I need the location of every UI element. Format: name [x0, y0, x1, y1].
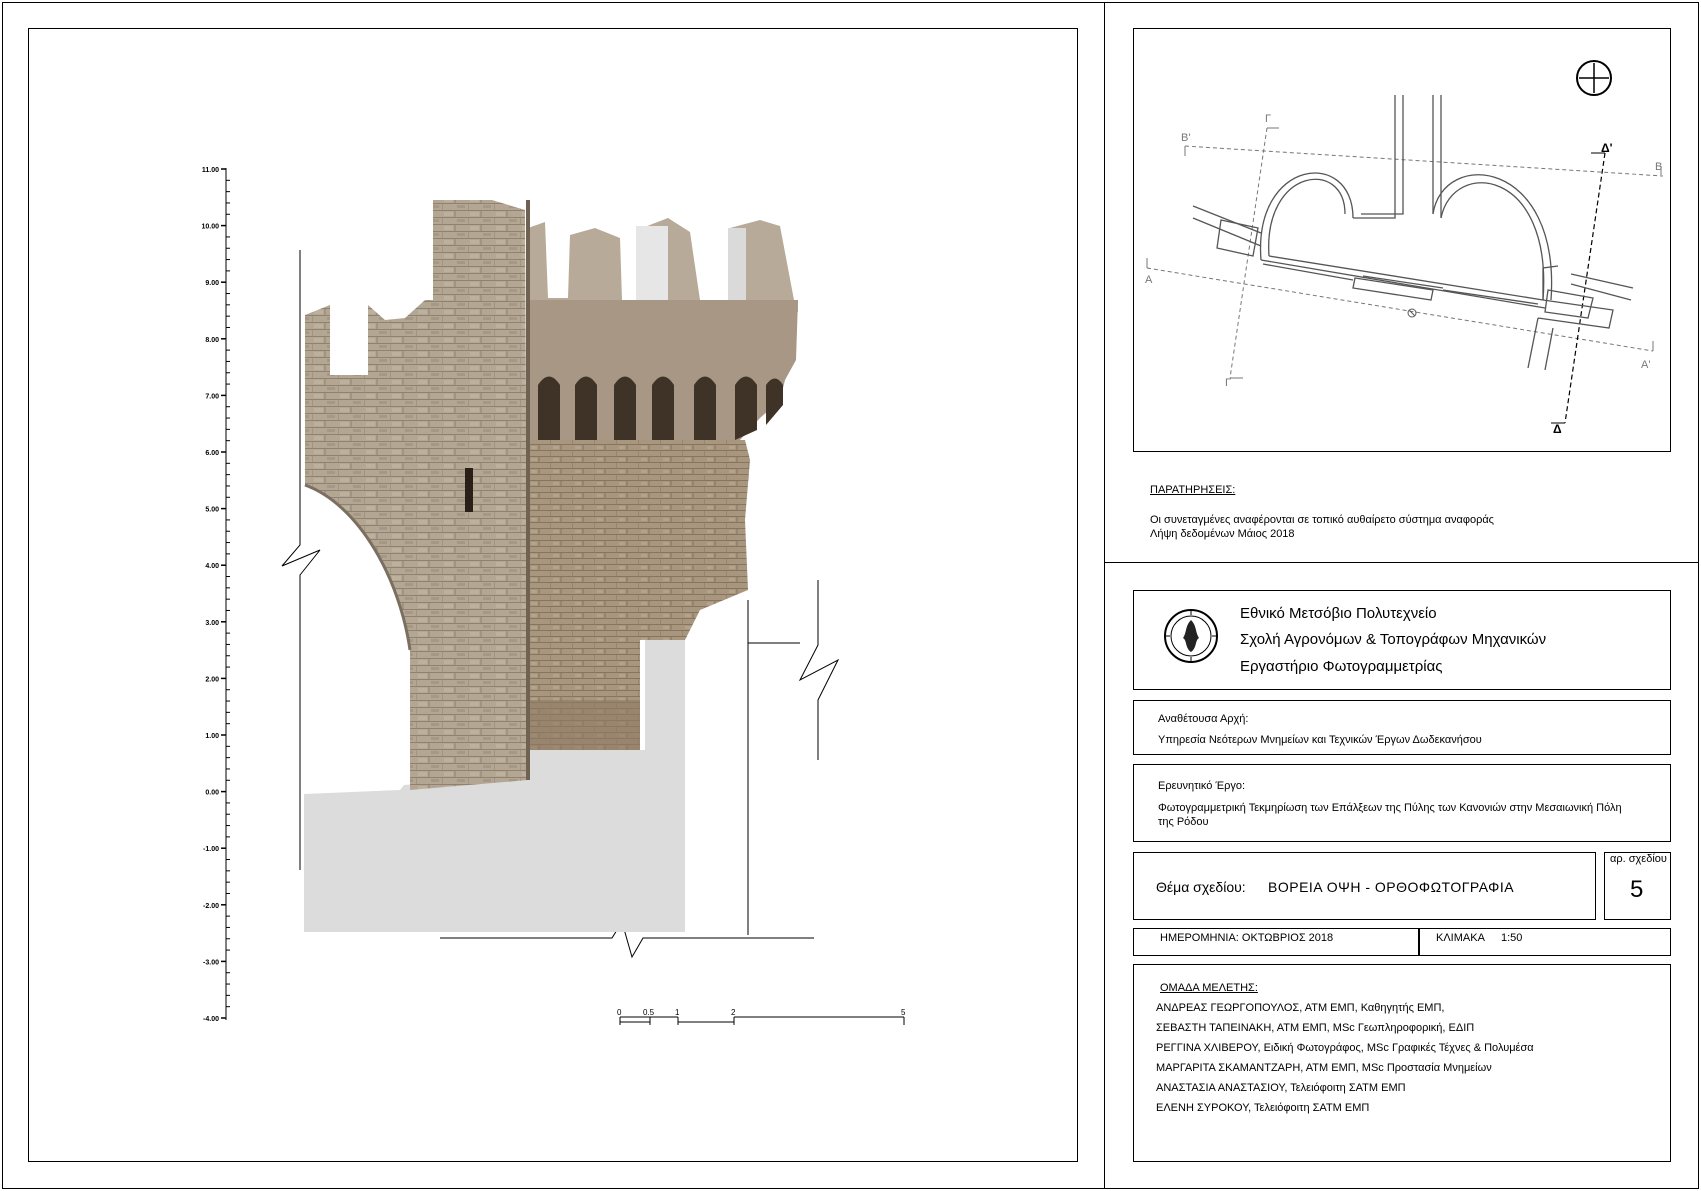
scale-tick-label: 2.00: [205, 676, 219, 684]
team-member: ΜΑΡΓΑΡΙΤΑ ΣΚΑΜΑΝΤΖΑΡΗ, ΑΤΜ ΕΜΠ, MSc Προστασία Μνημείων: [1156, 1062, 1492, 1074]
drawing-number: 5: [1630, 876, 1644, 903]
university-seal-icon: [1163, 608, 1219, 664]
sheet-divider-vertical: [1104, 2, 1105, 1189]
scale-tick-label: 7.00: [205, 393, 219, 401]
tower-base-shadow: [528, 700, 640, 750]
north-arrow-icon: [1577, 61, 1611, 95]
date-text: ΗΜΕΡΟΜΗΝΙΑ: ΟΚΤΩΒΡΙΟΣ 2018: [1160, 932, 1334, 944]
scale-tick-label: -1.00: [203, 846, 219, 854]
scale-tick-label: -3.00: [203, 959, 219, 967]
right-break-line: [800, 580, 838, 760]
scale-bar-label-1: 1: [675, 1008, 680, 1017]
scale-tick-label: 8.00: [205, 336, 219, 344]
scale-tick-label: 6.00: [205, 450, 219, 457]
authority-value: Υπηρεσία Νεότερων Μνημείων και Τεχνικών Έργων Δωδεκανήσου: [1158, 734, 1482, 746]
institution-line-1: Εθνικό Μετσόβιο Πολυτεχνείο: [1240, 605, 1437, 622]
plan-label-a: Α: [1145, 274, 1153, 286]
sheet-divider-horizontal: [1104, 562, 1699, 563]
scale-label: ΚΛΙΜΑΚΑ: [1436, 932, 1485, 944]
missing-merlon-patch: [636, 226, 668, 302]
subject-value: ΒΟΡΕΙΑ ΟΨΗ - ΟΡΘΟΦΩΤΟΓΡΑΦΙΑ: [1268, 879, 1515, 895]
plan-label-g-bottom: Γ: [1225, 377, 1232, 389]
plan-label-b: Β: [1655, 161, 1663, 173]
scale-tick-label: 5.00: [205, 506, 219, 514]
scale-value: 1:50: [1501, 932, 1523, 944]
left-wall: [305, 200, 528, 790]
merlon-tower-edge: [526, 200, 530, 780]
scale-bar-label-2: 2: [731, 1008, 736, 1017]
scale-tick-label: 4.00: [205, 563, 219, 571]
horizontal-scale-bar: [610, 1005, 910, 1035]
team-member: ΡΕΓΓΙΝΑ ΧΛΙΒΕΡΟΥ, Ειδική Φωτογράφος, MSc Γραφικές Τέχνες & Πολυμέσα: [1156, 1042, 1534, 1054]
plan-key-drawing: [1133, 28, 1671, 452]
team-member: ΕΛΕΝΗ ΣΥΡΟΚΟΥ, Τελειόφοιτη ΣΑΤΜ ΕΜΠ: [1156, 1102, 1370, 1114]
notes-line-1: Οι συνεταγμένες αναφέρονται σε τοπικό αυθαίρετο σύστημα αναφοράς: [1150, 514, 1494, 526]
plan-label-g-top: Γ: [1265, 113, 1272, 125]
team-member: ΣΕΒΑΣΤΗ ΤΑΠΕΙΝΑΚΗ, ΑΤΜ ΕΜΠ, MSc Γεωπληροφορική, ΕΔΙΠ: [1156, 1022, 1475, 1034]
authority-box: [1133, 700, 1671, 755]
team-member: ΑΝΑΣΤΑΣΙΑ ΑΝΑΣΤΑΣΙΟΥ, Τελειόφοιτη ΣΑΤΜ ΕΜΠ: [1156, 1082, 1406, 1094]
team-member: ΑΝΔΡΕΑΣ ΓΕΩΡΓΟΠΟΥΛΟΣ, ΑΤΜ ΕΜΠ, Καθηγητής ΕΜΠ,: [1156, 1002, 1445, 1014]
scale-bar-label-5: 5: [901, 1008, 906, 1017]
institution-line-2: Σχολή Αγρονόμων & Τοπογράφων Μηχανικών: [1240, 631, 1547, 648]
notes-line-2: Λήψη δεδομένων Μάιος 2018: [1150, 528, 1295, 540]
project-label: Ερευνητικό Έργο:: [1158, 780, 1246, 792]
arrow-slit: [465, 468, 473, 512]
scale-bar-label-0: 0: [617, 1008, 622, 1017]
scale-bar-label-05: 0.5: [643, 1008, 655, 1017]
plan-label-a-prime: Α': [1641, 359, 1651, 371]
authority-label: Αναθέτουσα Αρχή:: [1158, 713, 1249, 725]
project-value-line-2: της Ρόδου: [1158, 816, 1209, 828]
team-heading: ΟΜΑΔΑ ΜΕΛΕΤΗΣ:: [1160, 982, 1258, 994]
scale-tick-label: 1.00: [205, 733, 219, 740]
scale-tick-label: 10.00: [201, 223, 219, 231]
plan-label-b-prime: Β': [1181, 132, 1191, 144]
scale-tick-label: 11.00: [201, 167, 219, 174]
plan-label-d-prime: Δ': [1601, 141, 1613, 155]
scale-tick-label: -4.00: [203, 1016, 219, 1023]
scale-tick-label: 0.00: [205, 789, 219, 797]
missing-merlon-patch-2: [728, 228, 746, 300]
drawing-number-label: αρ. σχεδίου: [1610, 853, 1667, 865]
project-value-line-1: Φωτογραμμετρική Τεκμηρίωση των Επάλξεων της Πύλης των Κανονιών στην Μεσαιωνική Πόλη: [1158, 802, 1622, 814]
scale-tick-label: 3.00: [205, 619, 219, 627]
scale-tick-label: -2.00: [203, 902, 219, 910]
plan-label-d: Δ: [1553, 422, 1562, 436]
institution-line-3: Εργαστήριο Φωτογραμμετρίας: [1240, 658, 1443, 675]
scale-tick-label: 9.00: [205, 280, 219, 288]
notes-heading: ΠΑΡΑΤΗΡΗΣΕΙΣ:: [1150, 484, 1236, 496]
subject-label: Θέμα σχεδίου:: [1156, 879, 1246, 895]
